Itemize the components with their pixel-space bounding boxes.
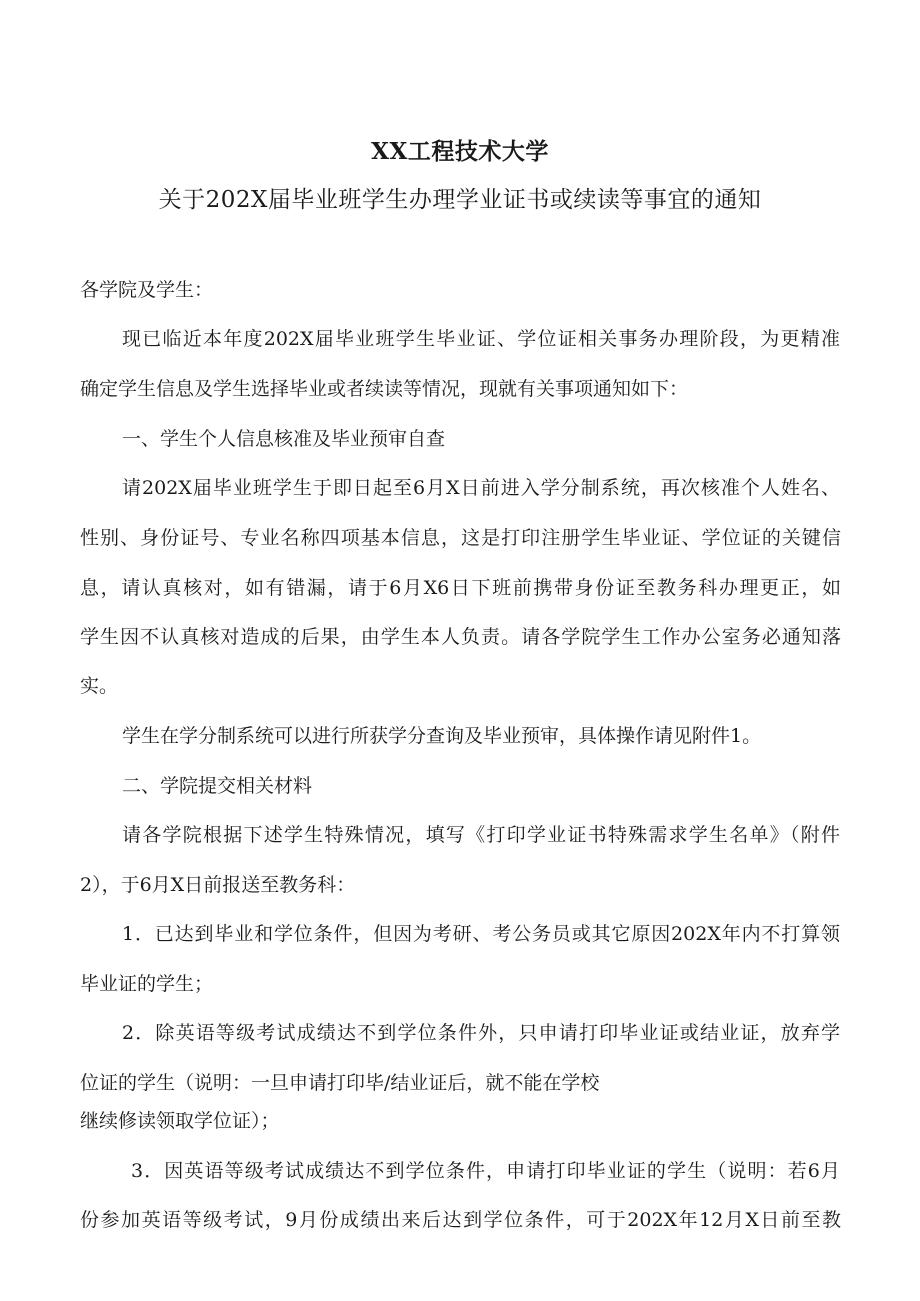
list-item-line: 1．已达到毕业和学位条件，但因为考研、考公务员或其它原因202X年内不打算领 — [122, 923, 840, 945]
paragraph-line: 学生在学分制系统可以进行所获学分查询及毕业预审，具体操作请见附件1。 — [122, 725, 762, 747]
paragraph-line: 息，请认真核对，如有错漏，请于6月X6日下班前携带身份证至教务科办理更正，如 — [80, 577, 841, 599]
paragraph-line: 现已临近本年度202X届毕业班学生毕业证、学位证相关事务办理阶段，为更精准 — [122, 328, 840, 350]
section-heading: 二、学院提交相关材料 — [122, 775, 313, 797]
paragraph-line: 实。 — [80, 675, 119, 697]
paragraph-line: 2），于6月X日前报送至教务科： — [80, 874, 356, 896]
list-item-line: 继续修读领取学位证）； — [80, 1110, 280, 1132]
document-title-university: XX工程技术大学 — [371, 138, 549, 165]
section-heading: 一、学生个人信息核准及毕业预审自查 — [122, 428, 446, 450]
list-item-line: 位证的学生（说明：一旦申请打印毕/结业证后，就不能在学校 — [80, 1072, 600, 1094]
paragraph-line: 请各学院根据下述学生特殊情况，填写《打印学业证书特殊需求学生名单》（附件 — [122, 824, 840, 846]
paragraph-line: 请202X届毕业班学生于即日起至6月X日前进入学分制系统，再次核准个人姓名、 — [122, 477, 840, 499]
list-item-line: 份参加英语等级考试，9月份成绩出来后达到学位条件，可于202X年12月X日前至教 — [80, 1209, 841, 1231]
paragraph-line: 性别、身份证号、专业名称四项基本信息，这是打印注册学生毕业证、学位证的关键信 — [80, 527, 841, 549]
document-title-subject: 关于202X届毕业班学生办理学业证书或续读等事宜的通知 — [158, 187, 762, 213]
list-item-line: 毕业证的学生； — [80, 973, 214, 995]
list-item-line: 2．除英语等级考试成绩达不到学位条件外，只申请打印毕业证或结业证，放弃学 — [122, 1022, 840, 1044]
paragraph-line: 学生因不认真核对造成的后果，由学生本人负责。请各学院学生工作办公室务必通知落 — [80, 626, 841, 648]
salutation: 各学院及学生： — [80, 279, 214, 301]
list-item-line: 3．因英语等级考试成绩达不到学位条件，申请打印毕业证的学生（说明：若6月 — [131, 1160, 840, 1182]
paragraph-line: 确定学生信息及学生选择毕业或者续读等情况，现就有关事项通知如下： — [80, 378, 689, 400]
